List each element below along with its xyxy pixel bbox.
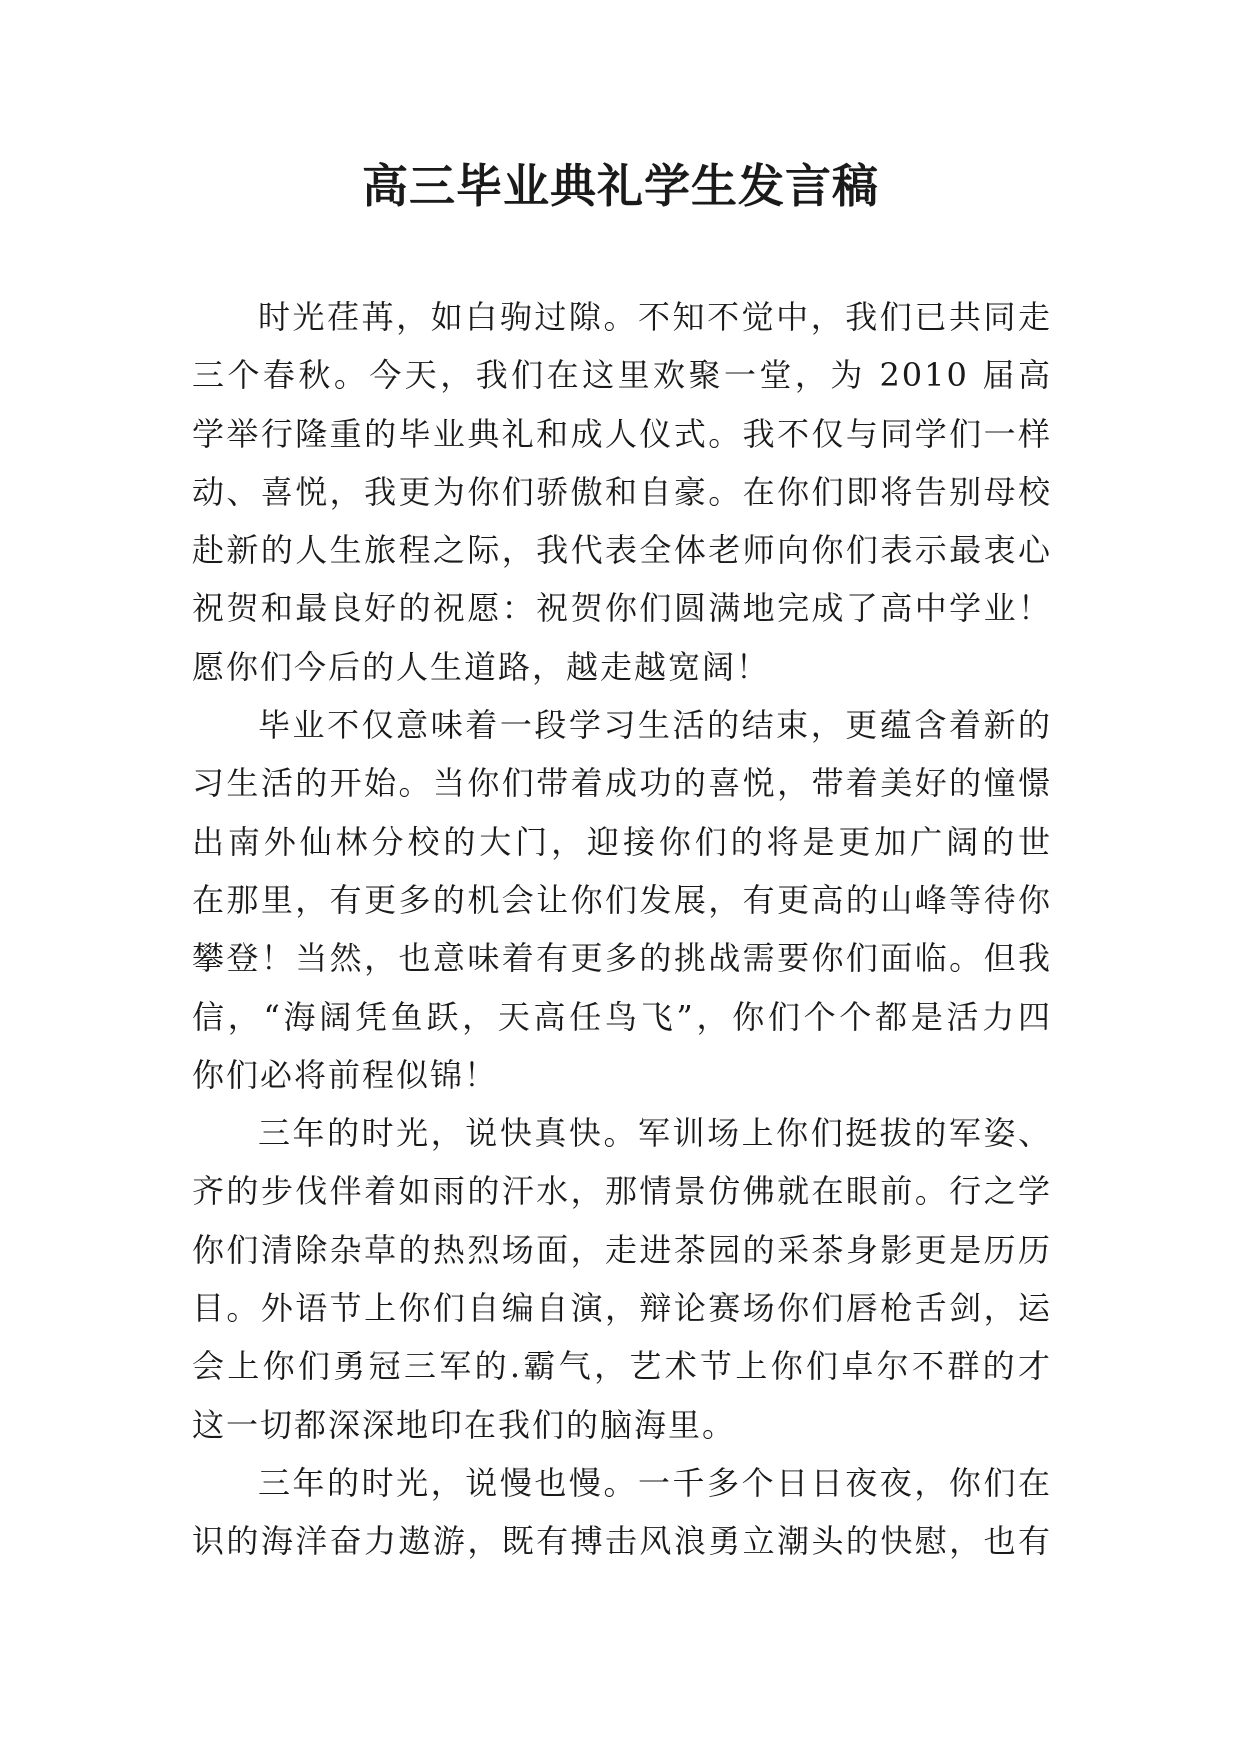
- document-title: 高三毕业典礼学生发言稿: [362, 159, 879, 213]
- paragraph-line: 三个春秋。今天，我们在这里欢聚一堂，为 2010 届高: [192, 356, 1052, 395]
- paragraph-line: 识的海洋奋力遨游，既有搏击风浪勇立潮头的快慰，也有: [192, 1522, 1052, 1561]
- paragraph-first-line: 毕业不仅意味着一段学习生活的结束，更蕴含着新的: [258, 706, 1052, 745]
- paragraph-line: 信，“海阔凭鱼跃，天高任鸟飞”，你们个个都是活力四: [192, 997, 1052, 1036]
- paragraph-line: 在那里，有更多的机会让你们发展，有更高的山峰等待你: [192, 880, 1052, 919]
- paragraph-line: 目。外语节上你们自编自演，辩论赛场你们唇枪舌剑，运: [192, 1289, 1052, 1328]
- paragraph-line: 祝贺和最良好的祝愿：祝贺你们圆满地完成了高中学业！: [192, 589, 1052, 628]
- paragraph-line: 齐的步伐伴着如雨的汗水，那情景仿佛就在眼前。行之学: [192, 1172, 1052, 1211]
- paragraph-line: 动、喜悦，我更为你们骄傲和自豪。在你们即将告别母校: [192, 472, 1052, 511]
- paragraph-first-line: 三年的时光，说慢也慢。一千多个日日夜夜，你们在: [258, 1463, 1052, 1502]
- paragraph-line: 愿你们今后的人生道路，越走越宽阔！: [192, 647, 771, 686]
- paragraph-line: 攀登！当然，也意味着有更多的挑战需要你们面临。但我: [192, 939, 1052, 978]
- paragraph-first-line: 三年的时光，说快真快。军训场上你们挺拔的军姿、: [258, 1114, 1052, 1153]
- document-body: [192, 288, 1052, 1571]
- paragraph-first-line: 时光荏苒，如白驹过隙。不知不觉中，我们已共同走: [258, 298, 1052, 336]
- paragraph-line: 这一切都深深地印在我们的脑海里。: [192, 1405, 737, 1444]
- paragraph-line: 赴新的人生旅程之际，我代表全体老师向你们表示最衷心: [192, 531, 1052, 570]
- paragraph-line: 出南外仙林分校的大门，迎接你们的将是更加广阔的世: [192, 822, 1052, 861]
- paragraph-line: 学举行隆重的毕业典礼和成人仪式。我不仅与同学们一样: [192, 414, 1052, 453]
- paragraph-line: 习生活的开始。当你们带着成功的喜悦，带着美好的憧憬: [192, 764, 1052, 803]
- paragraph-line: 你们必将前程似锦！: [192, 1055, 499, 1094]
- paragraph-line: 你们清除杂草的热烈场面，走进茶园的采茶身影更是历历: [192, 1230, 1052, 1269]
- paragraph-line: 会上你们勇冠三军的.霸气，艺术节上你们卓尔不群的才: [192, 1347, 1052, 1386]
